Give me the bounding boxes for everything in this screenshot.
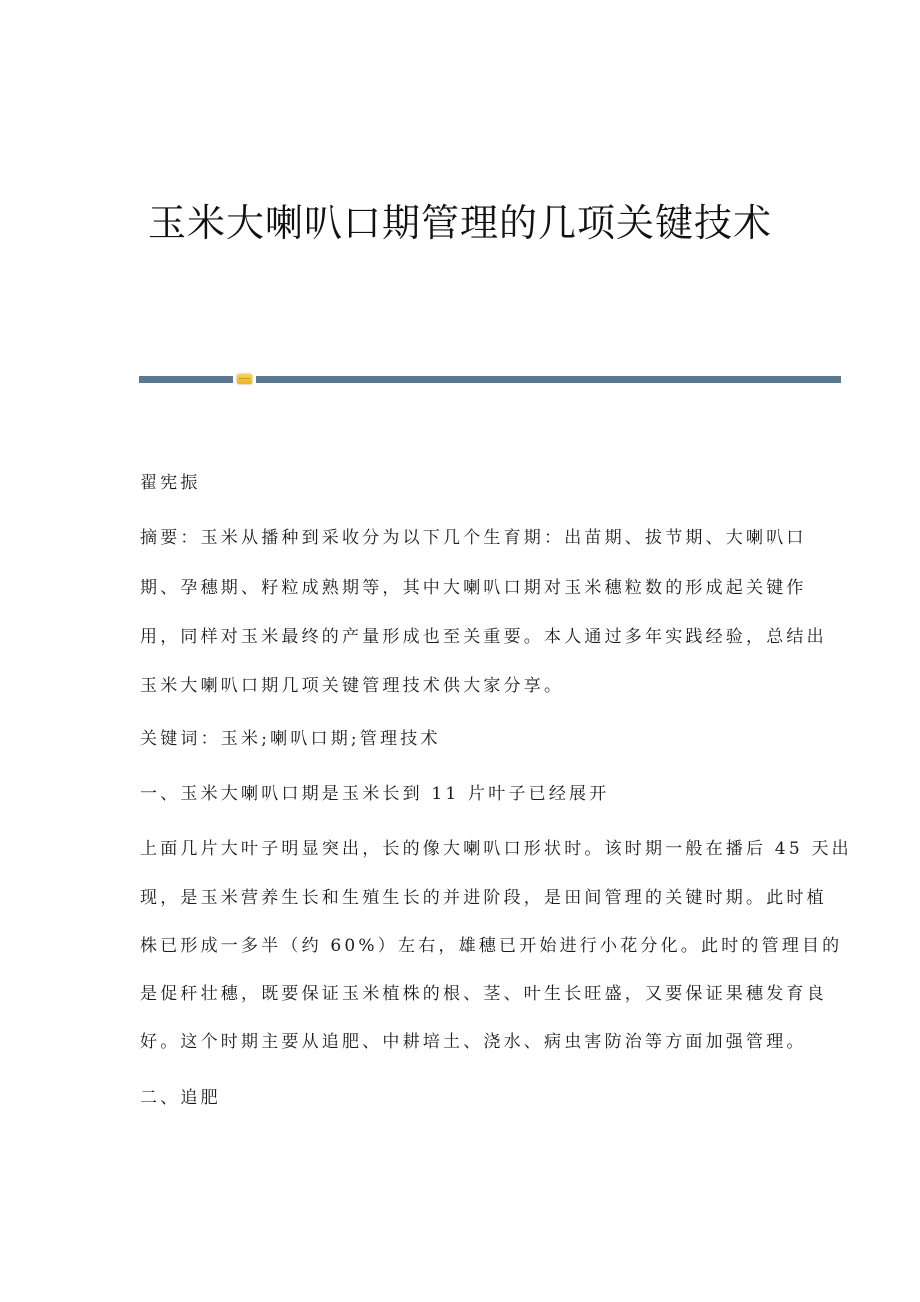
divider-bar-left	[139, 376, 233, 383]
ornament-icon	[237, 374, 252, 384]
body-line: 现，是玉米营养生长和生殖生长的并进阶段，是田间管理的关键时期。此时植	[140, 888, 827, 908]
body-line: 上面几片大叶子明显突出，长的像大喇叭口形状时。该时期一般在播后 45 天出	[140, 839, 852, 859]
title-divider	[139, 376, 841, 384]
author: 翟宪振	[140, 473, 201, 493]
body-line: 株已形成一多半（约 60%）左右，雄穗已开始进行小花分化。此时的管理目的	[140, 936, 843, 956]
divider-bar-right	[256, 376, 841, 383]
abstract-line: 用，同样对玉米最终的产量形成也至关重要。本人通过多年实践经验，总结出	[140, 627, 827, 647]
keywords: 关键词：玉米;喇叭口期;管理技术	[140, 729, 441, 749]
section-heading: 一、玉米大喇叭口期是玉米长到 11 片叶子已经展开	[140, 784, 610, 804]
body-line: 是促秆壮穗，既要保证玉米植株的根、茎、叶生长旺盛，又要保证果穗发育良	[140, 984, 827, 1004]
section-heading: 二、追肥	[140, 1088, 221, 1108]
abstract-line: 期、孕穗期、籽粒成熟期等，其中大喇叭口期对玉米穗粒数的形成起关键作	[140, 578, 807, 598]
body-line: 好。这个时期主要从追肥、中耕培土、浇水、病虫害防治等方面加强管理。	[140, 1032, 807, 1052]
abstract-line: 摘要：玉米从播种到采收分为以下几个生育期：出苗期、拔节期、大喇叭口	[140, 528, 807, 548]
abstract-line: 玉米大喇叭口期几项关键管理技术供大家分享。	[140, 676, 565, 696]
document-title: 玉米大喇叭口期管理的几项关键技术	[147, 201, 772, 245]
